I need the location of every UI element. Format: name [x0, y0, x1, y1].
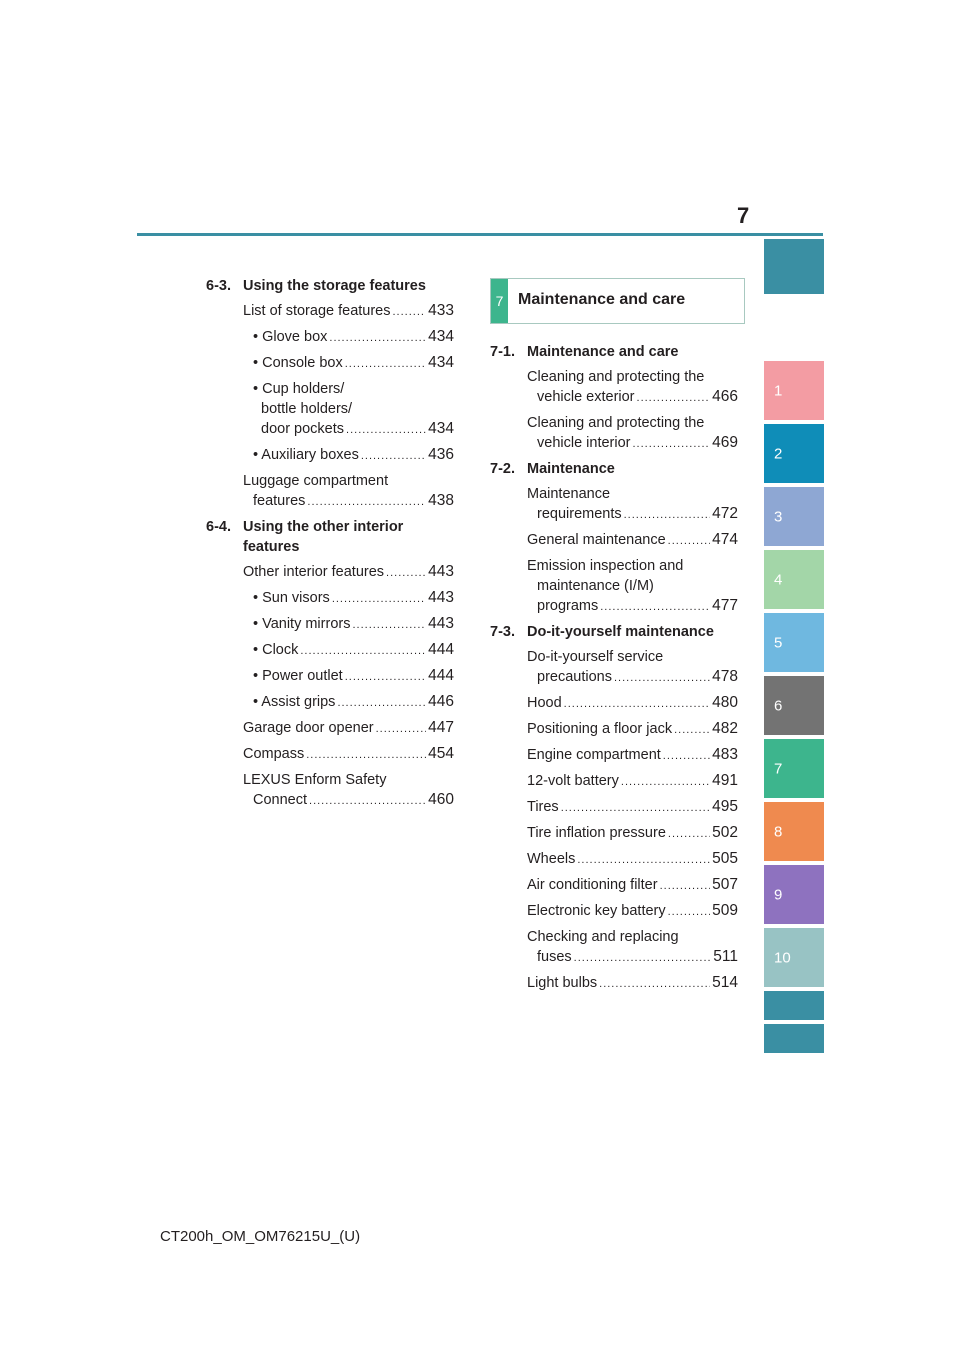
section-heading-7-3[interactable]: 7-3. Do-it-yourself maintenance: [490, 624, 714, 640]
side-tab-end[interactable]: [764, 1024, 824, 1053]
toc-entry-enform[interactable]: LEXUS Enform Safety Connect ..... 460: [206, 770, 454, 811]
footer-document-code: CT200h_OM_OM76215U_(U): [160, 1228, 361, 1245]
section-heading-7-1[interactable]: 7-1. Maintenance and care: [490, 344, 679, 360]
toc-entry-maintenance-requirements[interactable]: Maintenance requirements ..... 472: [490, 484, 738, 525]
toc-entry-fuses[interactable]: Checking and replacing fuses ..... 511: [490, 927, 738, 968]
toc-right-column: [490, 342, 738, 999]
toc-entry-12v-battery[interactable]: 12-volt battery ..... 491: [490, 771, 738, 792]
toc-entry-sun-visors[interactable]: • Sun visors ..... 443: [206, 588, 454, 609]
toc-entry-engine-compartment[interactable]: Engine compartment ..... 483: [490, 745, 738, 766]
toc-entry-storage-list[interactable]: List of storage features ..... 433: [206, 301, 454, 322]
section-heading-6-3[interactable]: 6-3. Using the storage features: [206, 278, 426, 294]
toc-entry-emission-inspection[interactable]: Emission inspection and maintenance (I/M) programs ..... 477: [490, 556, 738, 617]
side-tab-9[interactable]: 9: [764, 865, 824, 924]
toc-entry-tires[interactable]: Tires ..... 495: [490, 797, 738, 818]
toc-entry-tire-inflation[interactable]: Tire inflation pressure ..... 502: [490, 823, 738, 844]
side-tab-10[interactable]: 10: [764, 928, 824, 987]
toc-entry-auxiliary-boxes[interactable]: • Auxiliary boxes ..... 436: [206, 445, 454, 466]
toc-entry-hood[interactable]: Hood ..... 480: [490, 693, 738, 714]
side-tab-index[interactable]: [764, 991, 824, 1020]
toc-entry-console-box[interactable]: • Console box ..... 434: [206, 353, 454, 374]
toc-left-column: [206, 276, 454, 816]
side-tab-3[interactable]: 3: [764, 487, 824, 546]
chapter-title: Maintenance and care: [518, 291, 686, 308]
chapter-number: 7: [491, 279, 508, 323]
toc-entry-cleaning-interior[interactable]: Cleaning and protecting the vehicle interior ..... 469: [490, 413, 738, 454]
toc-entry-assist-grips[interactable]: • Assist grips ..... 446: [206, 692, 454, 713]
toc-entry-other-interior[interactable]: Other interior features ..... 443: [206, 562, 454, 583]
toc-entry-vanity-mirrors[interactable]: • Vanity mirrors ..... 443: [206, 614, 454, 635]
toc-entry-ac-filter[interactable]: Air conditioning filter ..... 507: [490, 875, 738, 896]
toc-entry-floor-jack[interactable]: Positioning a floor jack ..... 482: [490, 719, 738, 740]
side-tab-5[interactable]: 5: [764, 613, 824, 672]
side-tab-1[interactable]: 1: [764, 361, 824, 420]
chapter-heading[interactable]: [490, 278, 745, 324]
side-tab-top[interactable]: [764, 239, 824, 294]
toc-entry-general-maintenance[interactable]: General maintenance ..... 474: [490, 530, 738, 551]
toc-entry-diy-precautions[interactable]: Do-it-yourself service precautions ..... 478: [490, 647, 738, 688]
header-rule: [137, 233, 823, 236]
toc-entry-cup-holders[interactable]: • Cup holders/ bottle holders/ door pockets ..... 434: [206, 379, 454, 440]
side-tab-4[interactable]: 4: [764, 550, 824, 609]
toc-entry-compass[interactable]: Compass ..... 454: [206, 744, 454, 765]
toc-entry-clock[interactable]: • Clock ..... 444: [206, 640, 454, 661]
toc-entry-power-outlet[interactable]: • Power outlet ..... 444: [206, 666, 454, 687]
section-heading-6-4[interactable]: 6-4. Using the other interior features: [206, 519, 404, 555]
side-tab-6[interactable]: 6: [764, 676, 824, 735]
toc-entry-garage-door[interactable]: Garage door opener ..... 447: [206, 718, 454, 739]
side-tab-7[interactable]: 7: [764, 739, 824, 798]
page-number: 7: [737, 203, 750, 228]
side-tab-2[interactable]: 2: [764, 424, 824, 483]
toc-entry-light-bulbs[interactable]: Light bulbs ..... 514: [490, 973, 738, 994]
toc-entry-key-battery[interactable]: Electronic key battery ..... 509: [490, 901, 738, 922]
toc-entry-cleaning-exterior[interactable]: Cleaning and protecting the vehicle exterior ..... 466: [490, 367, 738, 408]
toc-entry-luggage[interactable]: Luggage compartment features ..... 438: [206, 471, 454, 512]
toc-entry-wheels[interactable]: Wheels ..... 505: [490, 849, 738, 870]
section-heading-7-2[interactable]: 7-2. Maintenance: [490, 461, 615, 477]
side-tab-8[interactable]: 8: [764, 802, 824, 861]
toc-entry-glove-box[interactable]: • Glove box ..... 434: [206, 327, 454, 348]
